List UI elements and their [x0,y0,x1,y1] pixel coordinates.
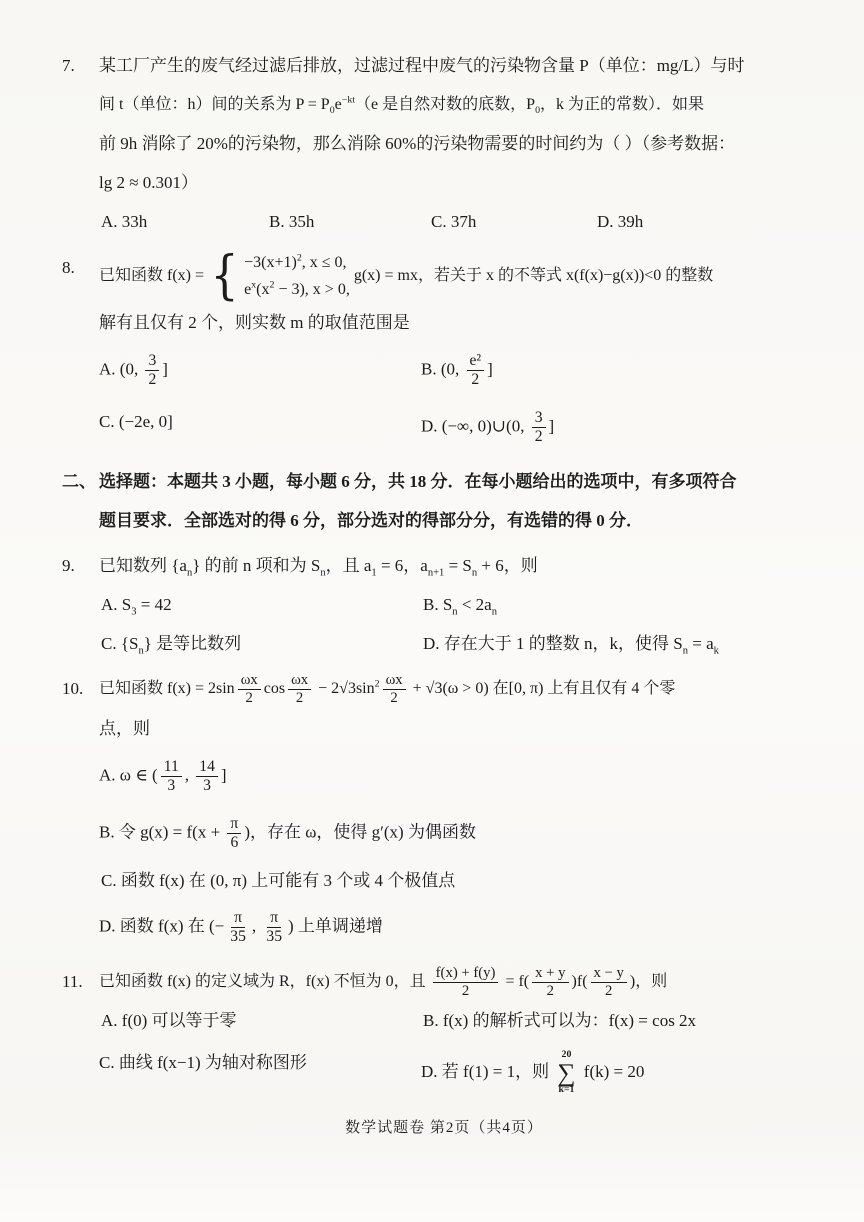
section-2-number: 二、 [62,471,96,491]
piecewise-function [208,245,350,306]
question-9-number: 9. [62,556,75,576]
question-10-option-b: B. 令 g(x) = f(x + $\frac{\pi}{6}$ )，存在 ω，使得 g′(x) 为偶函数 [99,814,476,851]
question-7-line-2: 间 t（单位：h）间的关系为 $P = P_0e^{-kt}(e$ 是自然对数的底数，$P_0$，k 为正的常数）．如果 [99,94,705,117]
question-8-line-2: 解有且仅有 2 个，则实数 m 的取值范围是 [99,312,410,332]
question-8-option-b: B. (0, $\frac{\text{e²}}{2}$ ] [421,352,493,389]
question-7-line-1: 某工厂产生的废气经过滤后排放，过滤过程中废气的污染物含量 P（单位：mg/L）与时 [99,56,745,75]
question-9-options-row-1 [99,585,826,624]
question-11-options-row-2 [99,1040,826,1106]
question-7-option-b: B. 35h [269,212,315,232]
question-11-option-d: D. 若 f(1) = 1，则 20 ∑ k=1 f(k) = 20 [421,1049,645,1096]
question-8-tail: g(x) = mx，若关于 x 的不等式 x(f(x)−g(x))<0 的整数 [353,267,714,285]
question-9-stem: 已知数列 $\{a_n\}$ 的前 n 项和为 $S_n$，且 $a_1 = 6$，$a_{n+1} = S_n + 6$，则 [99,556,538,579]
question-9-option-b: B. $S_n < 2a_n$ [423,595,497,618]
question-8-option-c: C. (−2e, 0] [99,412,173,432]
question-10-option-a: A. ω ∈ ( $\frac{11}{3}$ , $\frac{14}{3}$ ] [99,757,227,794]
question-8-option-a: A. (0, $\frac{3}{2}$ ] [99,352,168,389]
page-footer: 数学试题卷 第2页（共4页） [345,1120,543,1137]
question-7-option-c: C. 37h [431,212,477,232]
question-7-options [99,202,826,241]
piecewise-case-1: $-3(x+1)^2$, x ≤ 0, [244,252,347,271]
question-9-options-row-2 [99,624,826,663]
question-10-option-d: D. 函数 f(x) 在 (− $\frac{\pi}{35}$ , $\frac{\pi}{35}$ ) 上单调递增 [99,909,383,946]
question-11-options-row-1 [99,1001,826,1040]
question-10-option-c: C. 函数 f(x) 在 (0, π) 上可能有 3 个或 4 个极值点 [101,870,456,890]
question-8-number: 8. [62,257,75,277]
question-11-stem: 已知函数 f(x) 的定义域为 R，f(x) 不恒为 0，且 $\frac{f(x) + f(y)}{2}$ = f( $\frac{x + y}{2}$ )f( $\frac{x - y}{2}$ )，则 [99,964,668,999]
question-8 [62,245,826,456]
question-7 [62,46,826,242]
question-9-option-a: A. $S_3 = 42$ [101,595,172,618]
question-11-option-c: C. 曲线 f(x−1) 为轴对称图形 [99,1053,307,1073]
question-8-option-d: D. (−∞, 0)∪(0, $\frac{3}{2}$ ] [421,409,555,445]
question-8-options-row-2 [99,399,826,456]
question-11-option-b: B. f(x) 的解析式可以为：f(x) = cos 2x [423,1011,697,1031]
question-8-options-row-1 [99,342,826,399]
question-10-line-1: 已知函数 f(x) = 2sin $\frac{\omega x}{2}$ cos $\frac{\omega x}{2}$ − $2√3\sin^2$ $\frac{\omega x}{2}$ + √3(ω > 0) 在[0, π) 上有且仅有 4 个零 [99,672,676,707]
section-2-header [62,462,826,540]
question-7-option-a: A. 33h [101,212,148,232]
question-11-option-a: A. f(0) 可以等于零 [101,1011,237,1031]
question-8-lead: 已知函数 f(x) = [99,267,205,285]
section-2-line-2: 题目要求．全部选对的得 6 分，部分选对的得部分分，有选错的得 0 分． [99,511,643,531]
question-9-option-d: D. 存在大于 1 的整数 n，k，使得 $S_n = a_k$ [423,634,719,657]
question-9 [62,546,826,663]
piecewise-brace: { [210,245,239,306]
question-9-option-c: C. $\{S_n\}$ 是等比数列 [101,634,242,657]
section-2-line-1: 选择题：本题共 3 小题，每小题 6 分，共 18 分．在每小题给出的选项中，有多项符合 [99,471,737,491]
question-11-number: 11. [62,972,83,992]
question-7-line-4: lg 2 ≈ 0.301） [99,173,199,193]
question-11 [62,962,826,1106]
question-10-number: 10. [62,679,84,699]
question-7-line-3: 前 9h 消除了 20%的污染物，那么消除 60%的污染物需要的时间约为（ ）（参考数据： [99,134,736,154]
question-10-line-2: 点，则 [99,718,150,738]
question-7-number: 7. [62,56,75,75]
question-8-stem [99,245,826,306]
piecewise-case-2: $e^x(x^2 - 3)$, x > 0, [244,279,350,299]
question-7-option-d: D. 39h [597,212,644,232]
question-10 [62,669,826,956]
